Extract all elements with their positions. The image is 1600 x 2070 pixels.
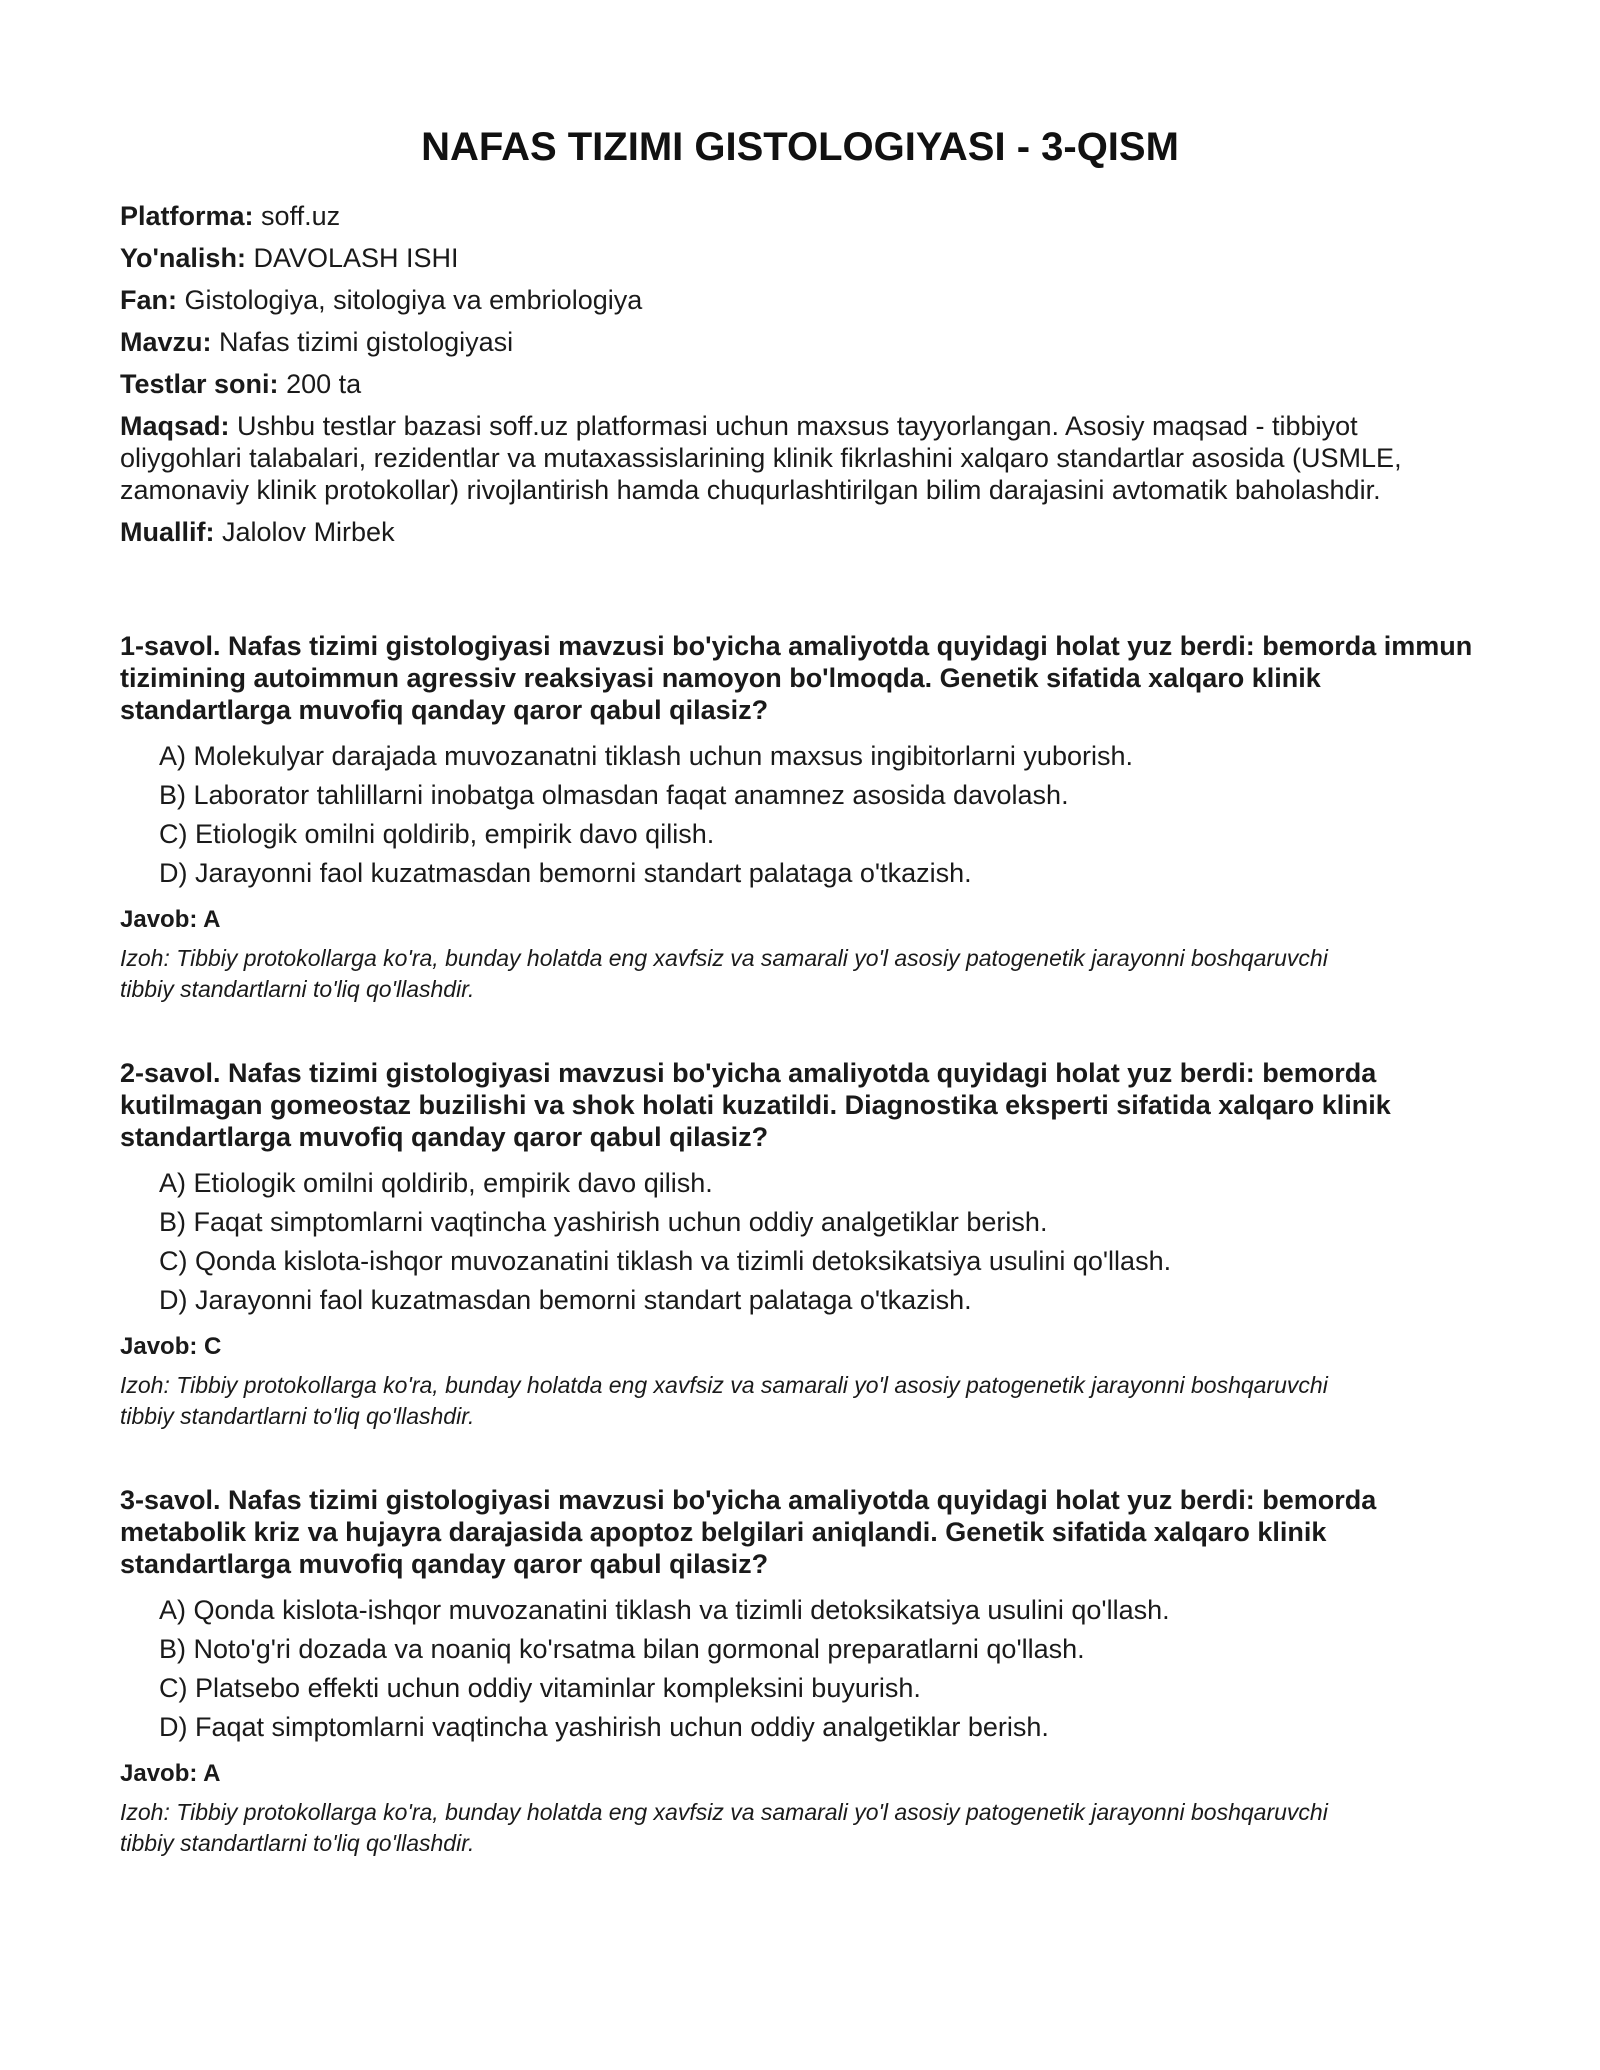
explanation-note: Izoh: Tibbiy protokollarga ko'ra, bunday holatda eng xavfsiz va samarali yo'l asosiy patogenetik jarayonni boshqaruvchi tibbiy standartlarni to'liq qo'llashdir.: [120, 1372, 1328, 1429]
explanation-note: Izoh: Tibbiy protokollarga ko'ra, bunday holatda eng xavfsiz va samarali yo'l asosiy patogenetik jarayonni boshqaruvchi tibbiy standartlarni to'liq qo'llashdir.: [120, 945, 1328, 1002]
option-d: D) Jarayonni faol kuzatmasdan bemorni standart palataga o'tkazish.: [159, 858, 972, 888]
meta-label: Platforma:: [120, 201, 254, 231]
option-c: C) Qonda kislota-ishqor muvozanatini tiklash va tizimli detoksikatsiya usulini qo'llash.: [159, 1246, 1172, 1276]
page-title: NAFAS TIZIMI GISTOLOGIYASI - 3-QISM: [421, 125, 1179, 169]
meta-label: Testlar soni:: [120, 369, 279, 399]
question-2: [120, 1057, 1480, 1432]
question-1: [120, 630, 1480, 1005]
meta-label: Yo'nalish:: [120, 243, 246, 273]
meta-test-count: [120, 368, 1480, 400]
option-c: C) Platsebo effekti uchun oddiy vitaminlar kompleksini buyurish.: [159, 1673, 921, 1703]
explanation-note: Izoh: Tibbiy protokollarga ko'ra, bunday holatda eng xavfsiz va samarali yo'l asosiy patogenetik jarayonni boshqaruvchi tibbiy standartlarni to'liq qo'llashdir.: [120, 1799, 1328, 1856]
meta-direction: [120, 242, 1480, 274]
meta-label: Maqsad:: [120, 411, 230, 441]
meta-subject: [120, 284, 1480, 316]
answer-label: Javob: A: [120, 906, 221, 933]
question-text: 3-savol. Nafas tizimi gistologiyasi mavzusi bo'yicha amaliyotda quyidagi holat yuz berdi: bemorda metabolik kriz va hujayra darajasida apoptoz belgilari aniqlandi. Genetik sifatida xalqaro klinik standartlarga muvofiq qanday qaror qabul qilasiz?: [120, 1485, 1377, 1579]
option-list: [120, 1167, 1480, 1316]
question-text: 2-savol. Nafas tizimi gistologiyasi mavzusi bo'yicha amaliyotda quyidagi holat yuz berdi: bemorda kutilmagan gomeostaz buzilishi va shok holati kuzatildi. Diagnostika eksperti sifatida xalqaro klinik standartlarga muvofiq qanday qaror qabul qilasiz?: [120, 1058, 1391, 1152]
option-d: D) Jarayonni faol kuzatmasdan bemorni standart palataga o'tkazish.: [159, 1285, 972, 1315]
metadata-block: [120, 200, 1480, 548]
option-list: [120, 1594, 1480, 1743]
meta-value: Gistologiya, sitologiya va embriologiya: [184, 285, 643, 315]
meta-platform: [120, 200, 1480, 232]
meta-value: soff.uz: [261, 201, 341, 231]
meta-value: Nafas tizimi gistologiyasi: [219, 327, 514, 357]
meta-topic: [120, 326, 1480, 358]
option-b: B) Laborator tahlillarni inobatga olmasdan faqat anamnez asosida davolash.: [159, 780, 1069, 810]
meta-author: [120, 516, 1480, 548]
option-a: A) Etiologik omilni qoldirib, empirik davo qilish.: [159, 1168, 713, 1198]
meta-label: Mavzu:: [120, 327, 212, 357]
answer-label: Javob: A: [120, 1760, 221, 1787]
meta-value: DAVOLASH ISHI: [253, 243, 459, 273]
meta-value: Jalolov Mirbek: [222, 517, 395, 547]
meta-label: Muallif:: [120, 517, 215, 547]
answer-label: Javob: C: [120, 1333, 222, 1360]
document-page: [120, 0, 1480, 1911]
meta-purpose: [120, 410, 1480, 506]
meta-value: Ushbu testlar bazasi soff.uz platformasi uchun maxsus tayyorlangan. Asosiy maqsad - tibbiyot oliygohlari talabalari, rezidentlar va mutaxassislarining klinik fikrlashini xalqaro standartlar asosida (USMLE, zamonaviy klinik protokollar) rivojlantirish hamda chuqurlashtirilgan bilim darajasini avtomatik baholashdir.: [120, 411, 1402, 505]
option-b: B) Noto'g'ri dozada va noaniq ko'rsatma bilan gormonal preparatlarni qo'llash.: [159, 1634, 1085, 1664]
question-text: 1-savol. Nafas tizimi gistologiyasi mavzusi bo'yicha amaliyotda quyidagi holat yuz berdi: bemorda immun tizimining autoimmun agressiv reaksiyasi namoyon bo'lmoqda. Genetik sifatida xalqaro klinik standartlarga muvofiq qanday qaror qabul qilasiz?: [120, 631, 1473, 725]
option-c: C) Etiologik omilni qoldirib, empirik davo qilish.: [159, 819, 715, 849]
meta-value: 200 ta: [286, 369, 362, 399]
option-a: A) Molekulyar darajada muvozanatni tiklash uchun maxsus ingibitorlarni yuborish.: [159, 741, 1133, 771]
option-d: D) Faqat simptomlarni vaqtincha yashirish uchun oddiy analgetiklar berish.: [159, 1712, 1049, 1742]
option-a: A) Qonda kislota-ishqor muvozanatini tiklash va tizimli detoksikatsiya usulini qo'llash.: [159, 1595, 1170, 1625]
question-list: [120, 630, 1480, 1859]
meta-label: Fan:: [120, 285, 177, 315]
question-3: [120, 1484, 1480, 1859]
option-list: [120, 740, 1480, 889]
option-b: B) Faqat simptomlarni vaqtincha yashirish uchun oddiy analgetiklar berish.: [159, 1207, 1048, 1237]
